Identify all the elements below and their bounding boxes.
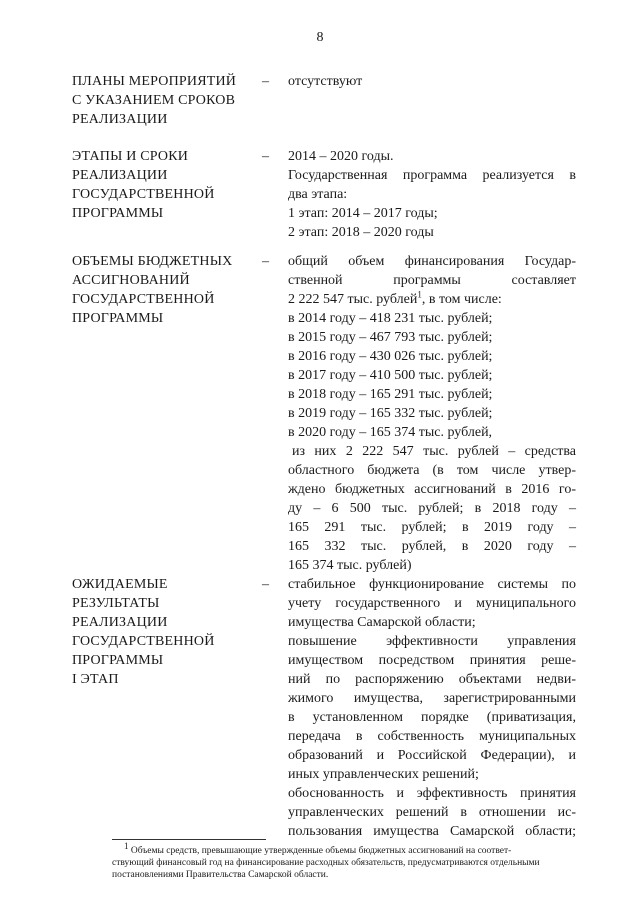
content-line: в 2019 году – 165 332 тыс. рублей; xyxy=(288,406,493,421)
content-line: обоснованность и эффективность принятия xyxy=(288,786,576,801)
section-content xyxy=(288,147,576,242)
section-label xyxy=(72,147,252,223)
content-line: 2 этап: 2018 – 2020 годы xyxy=(288,225,434,240)
section-dash: – xyxy=(262,149,269,164)
content-line: в 2018 году – 165 291 тыс. рублей; xyxy=(288,387,493,402)
label-line: С УКАЗАНИЕМ СРОКОВ xyxy=(72,93,236,108)
content-line: 165 291 тыс. рублей; в 2019 году – xyxy=(288,520,576,535)
section-dash: – xyxy=(262,74,269,89)
content-line: образований и Российской Федерации), и xyxy=(288,748,576,763)
content-line: ний по распоряжению объектами недви- xyxy=(288,672,576,687)
content-line: учету государственного и муниципального xyxy=(288,596,576,611)
section-content xyxy=(288,252,576,575)
content-line: областного бюджета (в том числе утвер- xyxy=(288,463,576,478)
content-line: ственной программы составляет xyxy=(288,273,576,288)
label-line: АССИГНОВАНИЙ xyxy=(72,273,190,288)
label-line: РЕАЛИЗАЦИИ xyxy=(72,168,168,183)
label-line: I ЭТАП xyxy=(72,672,119,687)
content-line: отсутствуют xyxy=(288,74,363,89)
label-line: РЕЗУЛЬТАТЫ xyxy=(72,596,160,611)
label-line: ГОСУДАРСТВЕННОЙ xyxy=(72,187,215,202)
content-line: в 2017 году – 410 500 тыс. рублей; xyxy=(288,368,493,383)
label-line: ПРОГРАММЫ xyxy=(72,206,164,221)
content-line: 2014 – 2020 годы. xyxy=(288,149,394,164)
content-line: 165 374 тыс. рублей) xyxy=(288,558,412,573)
content-line: управленческих решений в отношении ис- xyxy=(288,805,576,820)
content-line: два этапа: xyxy=(288,187,348,202)
content-line: в 2014 году – 418 231 тыс. рублей; xyxy=(288,311,493,326)
label-line: ПРОГРАММЫ xyxy=(72,311,164,326)
footnote xyxy=(112,840,572,881)
label-line: РЕАЛИЗАЦИИ xyxy=(72,112,168,127)
content-line: передача в собственность муниципальных xyxy=(288,729,576,744)
content-line: в 2016 году – 430 026 тыс. рублей; xyxy=(288,349,493,364)
section-content xyxy=(288,575,576,841)
label-line: ПРОГРАММЫ xyxy=(72,653,164,668)
content-line: имуществом посредством принятия реше- xyxy=(288,653,576,668)
label-line: ГОСУДАРСТВЕННОЙ xyxy=(72,292,215,307)
total-amount: 2 222 547 тыс. рублей xyxy=(288,292,418,307)
content-line: иных управленческих решений; xyxy=(288,767,479,782)
content-line: в 2015 году – 467 793 тыс. рублей; xyxy=(288,330,493,345)
section-dash: – xyxy=(262,577,269,592)
label-line: РЕАЛИЗАЦИИ xyxy=(72,615,168,630)
footnote-line: постановлениями Правительства Самарской области. xyxy=(112,870,329,880)
content-line: Государственная программа реализуется в xyxy=(288,168,576,183)
content-line: в 2020 году – 165 374 тыс. рублей, xyxy=(288,425,493,440)
content-line xyxy=(288,290,576,309)
content-line: жимого имущества, зарегистрированными xyxy=(288,691,576,706)
content-line: 165 332 тыс. рублей, в 2020 году – xyxy=(288,539,576,554)
footnote-mark: 1 xyxy=(124,840,129,851)
section-dash: – xyxy=(262,254,269,269)
content-line: стабильное функционирование системы по xyxy=(288,577,576,592)
label-line: ЭТАПЫ И СРОКИ xyxy=(72,149,189,164)
content-line: повышение эффективности управления xyxy=(288,634,576,649)
content-line: имущества Самарской области; xyxy=(288,615,476,630)
label-line: ОБЪЕМЫ БЮДЖЕТНЫХ xyxy=(72,254,233,269)
footnote-reference: 1 xyxy=(417,289,422,300)
total-suffix: , в том числе: xyxy=(421,292,502,307)
footnote-line xyxy=(112,840,572,857)
footnote-separator xyxy=(112,839,266,840)
content-line: 1 этап: 2014 – 2017 годы; xyxy=(288,206,438,221)
content-line: ду – 6 500 тыс. рублей; в 2018 году – xyxy=(288,501,576,516)
page-number: 8 xyxy=(316,30,324,45)
section-label xyxy=(72,575,252,689)
content-line: в установленном порядке (приватизация, xyxy=(288,710,576,725)
label-line: ПЛАНЫ МЕРОПРИЯТИЙ xyxy=(72,74,237,89)
content-line: из них 2 222 547 тыс. рублей – средства xyxy=(292,444,576,459)
footnote-text: Объемы средств, превышающие утвержденные объемы бюджетных ассигнований на соответ- xyxy=(130,846,512,856)
section-label xyxy=(72,72,252,129)
footnote-line: ствующий финансовый год на финансирование расходных обязательств, предусматриваются отдельными xyxy=(112,858,540,868)
label-line: ОЖИДАЕМЫЕ xyxy=(72,577,168,592)
label-line: ГОСУДАРСТВЕННОЙ xyxy=(72,634,215,649)
section-label xyxy=(72,252,252,328)
content-line: ждено бюджетных ассигнований в 2016 го- xyxy=(288,482,576,497)
content-line: общий объем финансирования Государ- xyxy=(288,254,576,269)
section-content xyxy=(288,72,576,91)
content-line: пользования имущества Самарской области; xyxy=(288,824,576,839)
